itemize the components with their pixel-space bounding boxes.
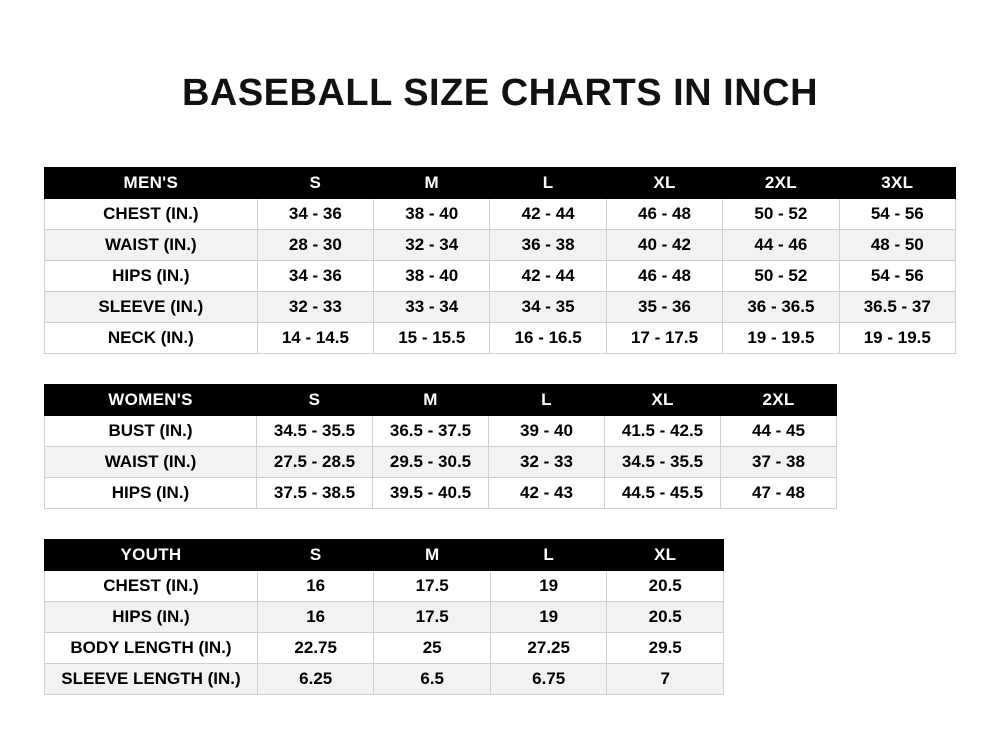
youth-size-table	[44, 539, 724, 695]
cell: 20.5	[607, 602, 724, 633]
cell: 44 - 46	[723, 230, 839, 261]
mens-header-xl: XL	[606, 168, 722, 199]
table-row	[45, 261, 956, 292]
cell: 48 - 50	[839, 230, 955, 261]
table-header-row	[45, 540, 724, 571]
cell: 40 - 42	[606, 230, 722, 261]
cell: 16	[257, 571, 374, 602]
cell: 14 - 14.5	[257, 323, 373, 354]
row-label: WAIST (IN.)	[45, 447, 257, 478]
row-label: SLEEVE LENGTH (IN.)	[45, 664, 258, 695]
womens-header-m: M	[373, 385, 489, 416]
cell: 16	[257, 602, 374, 633]
table-row	[45, 602, 724, 633]
youth-header-xl: XL	[607, 540, 724, 571]
cell: 6.75	[490, 664, 607, 695]
cell: 46 - 48	[606, 199, 722, 230]
table-row	[45, 292, 956, 323]
cell: 39.5 - 40.5	[373, 478, 489, 509]
mens-size-table	[44, 167, 956, 354]
womens-header-2xl: 2XL	[721, 385, 837, 416]
womens-table-body	[45, 416, 837, 509]
cell: 44 - 45	[721, 416, 837, 447]
mens-header-category: MEN'S	[45, 168, 258, 199]
table-spacer	[44, 354, 956, 384]
womens-header-l: L	[489, 385, 605, 416]
cell: 17.5	[374, 571, 491, 602]
table-header-row	[45, 168, 956, 199]
youth-table-body	[45, 571, 724, 695]
cell: 50 - 52	[723, 261, 839, 292]
youth-header-m: M	[374, 540, 491, 571]
cell: 41.5 - 42.5	[605, 416, 721, 447]
table-row	[45, 478, 837, 509]
cell: 34 - 35	[490, 292, 606, 323]
cell: 37.5 - 38.5	[257, 478, 373, 509]
cell: 19 - 19.5	[723, 323, 839, 354]
table-row	[45, 664, 724, 695]
cell: 38 - 40	[374, 199, 490, 230]
table-header-row	[45, 385, 837, 416]
mens-table-header	[45, 168, 956, 199]
mens-header-3xl: 3XL	[839, 168, 955, 199]
cell: 25	[374, 633, 491, 664]
cell: 34.5 - 35.5	[605, 447, 721, 478]
cell: 22.75	[257, 633, 374, 664]
tables-container	[0, 167, 1000, 695]
cell: 34.5 - 35.5	[257, 416, 373, 447]
womens-header-xl: XL	[605, 385, 721, 416]
row-label: BUST (IN.)	[45, 416, 257, 447]
table-row	[45, 447, 837, 478]
cell: 29.5 - 30.5	[373, 447, 489, 478]
cell: 20.5	[607, 571, 724, 602]
row-label: BODY LENGTH (IN.)	[45, 633, 258, 664]
cell: 7	[607, 664, 724, 695]
youth-header-s: S	[257, 540, 374, 571]
cell: 16 - 16.5	[490, 323, 606, 354]
cell: 44.5 - 45.5	[605, 478, 721, 509]
cell: 17 - 17.5	[606, 323, 722, 354]
cell: 32 - 33	[257, 292, 373, 323]
womens-header-s: S	[257, 385, 373, 416]
cell: 34 - 36	[257, 199, 373, 230]
cell: 42 - 44	[490, 199, 606, 230]
cell: 38 - 40	[374, 261, 490, 292]
cell: 19	[490, 602, 607, 633]
cell: 47 - 48	[721, 478, 837, 509]
womens-size-table	[44, 384, 837, 509]
row-label: CHEST (IN.)	[45, 199, 258, 230]
cell: 6.25	[257, 664, 374, 695]
cell: 42 - 43	[489, 478, 605, 509]
table-row	[45, 571, 724, 602]
cell: 17.5	[374, 602, 491, 633]
cell: 46 - 48	[606, 261, 722, 292]
row-label: WAIST (IN.)	[45, 230, 258, 261]
cell: 29.5	[607, 633, 724, 664]
cell: 36.5 - 37.5	[373, 416, 489, 447]
mens-header-2xl: 2XL	[723, 168, 839, 199]
mens-table-body	[45, 199, 956, 354]
cell: 19	[490, 571, 607, 602]
cell: 32 - 34	[374, 230, 490, 261]
womens-table-header	[45, 385, 837, 416]
cell: 34 - 36	[257, 261, 373, 292]
row-label: HIPS (IN.)	[45, 602, 258, 633]
youth-table-header	[45, 540, 724, 571]
table-row	[45, 199, 956, 230]
row-label: SLEEVE (IN.)	[45, 292, 258, 323]
row-label: HIPS (IN.)	[45, 478, 257, 509]
table-row	[45, 416, 837, 447]
table-row	[45, 230, 956, 261]
cell: 19 - 19.5	[839, 323, 955, 354]
cell: 32 - 33	[489, 447, 605, 478]
row-label: NECK (IN.)	[45, 323, 258, 354]
cell: 33 - 34	[374, 292, 490, 323]
cell: 27.5 - 28.5	[257, 447, 373, 478]
youth-header-category: YOUTH	[45, 540, 258, 571]
table-row	[45, 323, 956, 354]
row-label: CHEST (IN.)	[45, 571, 258, 602]
cell: 27.25	[490, 633, 607, 664]
cell: 35 - 36	[606, 292, 722, 323]
cell: 36 - 36.5	[723, 292, 839, 323]
cell: 28 - 30	[257, 230, 373, 261]
youth-header-l: L	[490, 540, 607, 571]
cell: 15 - 15.5	[374, 323, 490, 354]
cell: 6.5	[374, 664, 491, 695]
cell: 39 - 40	[489, 416, 605, 447]
row-label: HIPS (IN.)	[45, 261, 258, 292]
table-row	[45, 633, 724, 664]
cell: 37 - 38	[721, 447, 837, 478]
table-spacer	[44, 509, 956, 539]
mens-header-m: M	[374, 168, 490, 199]
cell: 42 - 44	[490, 261, 606, 292]
mens-header-l: L	[490, 168, 606, 199]
cell: 54 - 56	[839, 199, 955, 230]
cell: 36 - 38	[490, 230, 606, 261]
womens-header-category: WOMEN'S	[45, 385, 257, 416]
page-title: BASEBALL SIZE CHARTS IN INCH	[181, 72, 819, 114]
cell: 54 - 56	[839, 261, 955, 292]
cell: 50 - 52	[723, 199, 839, 230]
mens-header-s: S	[257, 168, 373, 199]
cell: 36.5 - 37	[839, 292, 955, 323]
